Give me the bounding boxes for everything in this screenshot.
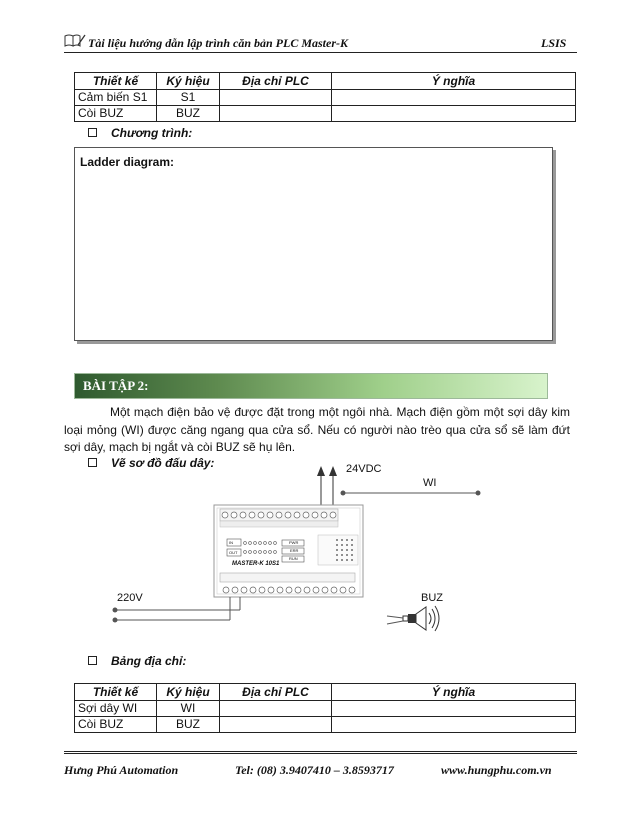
- plc-model-label: MASTER-K 10S1: [232, 561, 280, 567]
- led-indicator-icon: [249, 551, 252, 554]
- led-indicator-icon: [244, 542, 247, 545]
- terminal-screw-icon: [313, 587, 319, 593]
- connector-pin-icon: [351, 559, 353, 561]
- connector-pin-icon: [346, 549, 348, 551]
- connector-pin-icon: [336, 544, 338, 546]
- connector-pin-icon: [341, 539, 343, 541]
- square-bullet-icon: [88, 656, 97, 665]
- exercise-banner-title: BÀI TẬP 2:: [83, 378, 149, 393]
- terminal-screw-icon: [268, 587, 274, 593]
- led-indicator-icon: [264, 542, 267, 545]
- led-indicator-icon: [254, 551, 257, 554]
- connector-pin-icon: [346, 554, 348, 556]
- terminal-screw-icon: [285, 512, 291, 518]
- terminal-screw-icon: [330, 512, 336, 518]
- footer-company: Hưng Phú Automation: [64, 763, 179, 777]
- led-indicator-icon: [259, 542, 262, 545]
- label-buz: BUZ: [421, 592, 443, 604]
- col-header: Ký hiệu: [157, 73, 220, 90]
- table-cell: BUZ: [157, 106, 220, 122]
- table-header-row: [75, 684, 576, 701]
- buzzer-icon: [387, 606, 439, 631]
- connector-pin-icon: [341, 549, 343, 551]
- table-cell: S1: [157, 90, 220, 106]
- label-wi: WI: [423, 477, 437, 489]
- label-220v: 220V: [117, 592, 143, 604]
- connector-pin-icon: [341, 544, 343, 546]
- terminal-screw-icon: [322, 587, 328, 593]
- connector-pin-icon: [346, 539, 348, 541]
- program-heading-text: Chương trình:: [111, 126, 193, 140]
- footer-website[interactable]: www.hungphu.com.vn: [441, 763, 552, 777]
- exercise-text: Một mạch điện bảo vệ được đặt trong một ngôi nhà. Mạch điện gồm một sợi dây kim loại mỏng (WI) được căng ngang qua cửa sổ. Nếu có người nào trèo qua cửa sổ sẽ làm đứt sợi dây, mạch bị ngắt và còi BUZ sẽ hụ lên.: [64, 405, 570, 454]
- connector-pin-icon: [336, 549, 338, 551]
- table-cell: [220, 717, 332, 733]
- col-header: Thiết kế: [75, 684, 157, 701]
- terminal-screw-icon: [294, 512, 300, 518]
- plc-led-run: RUN: [289, 556, 298, 561]
- terminal-screw-icon: [223, 587, 229, 593]
- footer-phone: Tel: (08) 3.9407410 – 3.8593717: [235, 763, 394, 777]
- connector-pin-icon: [346, 544, 348, 546]
- ladder-label: Ladder diagram:: [80, 155, 175, 169]
- connector-pin-icon: [351, 554, 353, 556]
- led-indicator-icon: [269, 551, 272, 554]
- terminal-screw-icon: [240, 512, 246, 518]
- table-cell: Còi BUZ: [75, 106, 157, 122]
- led-indicator-icon: [244, 551, 247, 554]
- led-indicator-icon: [274, 551, 277, 554]
- wiring-heading-text: Vẽ sơ đồ đấu dây:: [111, 456, 215, 470]
- terminal-screw-icon: [267, 512, 273, 518]
- brand-label: LSIS: [541, 36, 567, 50]
- terminal-screw-icon: [340, 587, 346, 593]
- col-header: Ký hiệu: [157, 684, 220, 701]
- col-header: Ý nghĩa: [332, 684, 576, 701]
- plc-led-err: ERR: [290, 548, 299, 553]
- connector-pin-icon: [351, 544, 353, 546]
- table-row: [75, 717, 576, 733]
- led-indicator-icon: [274, 542, 277, 545]
- led-indicator-icon: [254, 542, 257, 545]
- terminal-screw-icon: [241, 587, 247, 593]
- terminal-screw-icon: [304, 587, 310, 593]
- connector-pin-icon: [346, 559, 348, 561]
- terminal-screw-icon: [231, 512, 237, 518]
- terminal-screw-icon: [259, 587, 265, 593]
- table-cell: Cảm biến S1: [75, 90, 157, 106]
- plc-led-out: OUT: [229, 550, 238, 555]
- connector-pin-icon: [341, 559, 343, 561]
- connector-pin-icon: [351, 539, 353, 541]
- led-indicator-icon: [259, 551, 262, 554]
- table-cell: Sợi dây WI: [75, 701, 157, 717]
- terminal-screw-icon: [303, 512, 309, 518]
- table-cell: [220, 701, 332, 717]
- terminal-screw-icon: [349, 587, 355, 593]
- terminal-screw-icon: [277, 587, 283, 593]
- terminal-screw-icon: [321, 512, 327, 518]
- plc-led-pwr: PWR: [289, 540, 299, 545]
- col-header: Thiết kế: [75, 73, 157, 90]
- table-cell: Còi BUZ: [75, 717, 157, 733]
- terminal-screw-icon: [331, 587, 337, 593]
- connector-pin-icon: [336, 539, 338, 541]
- terminal-screw-icon: [250, 587, 256, 593]
- plc-led-in: IN: [229, 540, 233, 545]
- connector-pin-icon: [351, 549, 353, 551]
- terminal-screw-icon: [258, 512, 264, 518]
- led-indicator-icon: [249, 542, 252, 545]
- power-24vdc-arrows: [317, 466, 337, 505]
- table-cell: [332, 701, 576, 717]
- footer-divider: [64, 751, 577, 754]
- col-header: Ý nghĩa: [332, 73, 576, 90]
- connector-pin-icon: [336, 554, 338, 556]
- table-cell: BUZ: [157, 717, 220, 733]
- led-indicator-icon: [269, 542, 272, 545]
- terminal-screw-icon: [295, 587, 301, 593]
- document-title: Tài liệu hướng dẫn lập trình căn bản PLC Master-K: [88, 36, 349, 50]
- address-heading-text: Bảng địa chỉ:: [111, 654, 187, 668]
- wire-wi: [341, 491, 481, 496]
- terminal-screw-icon: [249, 512, 255, 518]
- io-table-2: [74, 683, 576, 733]
- terminal-screw-icon: [286, 587, 292, 593]
- table-cell: WI: [157, 701, 220, 717]
- connector-pin-icon: [341, 554, 343, 556]
- col-header: Địa chỉ PLC: [220, 684, 332, 701]
- terminal-screw-icon: [312, 512, 318, 518]
- terminal-screw-icon: [222, 512, 228, 518]
- table-cell: [332, 717, 576, 733]
- terminal-screw-icon: [232, 587, 238, 593]
- col-header: Địa chỉ PLC: [220, 73, 332, 90]
- address-heading: [88, 654, 186, 668]
- connector-pin-icon: [336, 559, 338, 561]
- terminal-screw-icon: [276, 512, 282, 518]
- table-row: [75, 701, 576, 717]
- label-24vdc: 24VDC: [346, 463, 382, 475]
- led-indicator-icon: [264, 551, 267, 554]
